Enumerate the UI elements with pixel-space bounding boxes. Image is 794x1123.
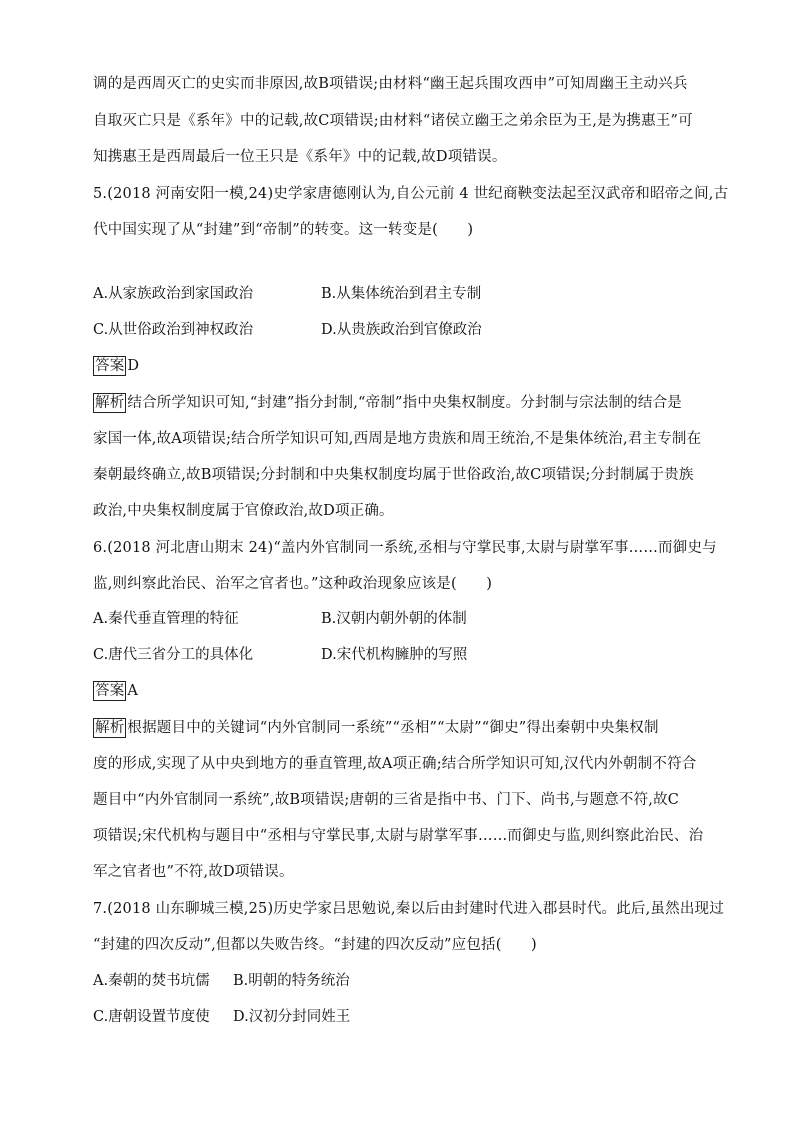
q7-option-a: A.秦朝的焚书坑儒 — [93, 973, 210, 989]
q7-option-c: C.唐朝设置节度使 — [93, 1009, 210, 1025]
q7-option-b: B.明朝的特务统治 — [233, 973, 350, 989]
q5-analysis-line: 秦朝最终确立,故B项错误;分封制和中央集权制度均属于世俗政治,故C项错误;分封制属于贵族 — [93, 467, 694, 483]
q7-stem-line: “封建的四次反动”,但都以失败告终。“封建的四次反动”应包括( ) — [93, 937, 537, 953]
q6-option-c: C.唐代三省分工的具体化 — [93, 647, 254, 663]
q5-answer: D — [127, 358, 140, 374]
q5-stem-line: 5.(2018 河南安阳一模,24)史学家唐德刚认为,自公元前 4 世纪商鞅变法起至汉武帝和昭帝之间,古 — [93, 186, 729, 202]
q6-analysis-line: 度的形成,实现了从中央到地方的垂直管理,故A项正确;结合所学知识可知,汉代内外朝制不符合 — [93, 756, 697, 772]
q5-option-c: C.从世俗政治到神权政治 — [93, 322, 254, 338]
q5-stem-line: 代中国实现了从“封建”到“帝制”的转变。这一转变是( ) — [93, 222, 474, 238]
q6-analysis-line: 军之官者也”不符,故D项错误。 — [93, 864, 294, 880]
q7-option-d: D.汉初分封同姓王 — [233, 1009, 351, 1025]
q6-stem-line: 监,则纠察此治民、治军之官者也。”这种政治现象应该是( ) — [93, 576, 493, 592]
prev-explanation-line: 调的是西周灭亡的史实而非原因,故B项错误;由材料“幽王起兵围攻西申”可知周幽王主动兴兵 — [93, 76, 688, 92]
q6-option-a: A.秦代垂直管理的特征 — [93, 611, 239, 627]
q6-analysis-line: 题目中“内外官制同一系统”,故B项错误;唐朝的三省是指中书、门下、尚书,与题意不符,故C — [93, 792, 680, 808]
analysis-tag: 解析 — [95, 395, 125, 411]
q6-stem-line: 6.(2018 河北唐山期末 24)“盖内外官制同一系统,丞相与守掌民事,太尉与尉掌军事……而御史与 — [93, 540, 717, 556]
q6-answer: A — [127, 683, 139, 699]
q5-option-a: A.从家族政治到家国政治 — [93, 286, 254, 302]
q5-analysis-line: 家国一体,故A项错误;结合所学知识可知,西周是地方贵族和周王统治,不是集体统治,君主专制在 — [93, 431, 702, 447]
q6-analysis-line: 项错误;宋代机构与题目中“丞相与守掌民事,太尉与尉掌军事……而御史与监,则纠察此治民、治 — [93, 828, 704, 844]
prev-explanation-line: 知携惠王是西周最后一位王只是《系年》中的记载,故D项错误。 — [93, 149, 507, 165]
q5-analysis-line: 政治,中央集权制度属于官僚政治,故D项正确。 — [93, 503, 394, 519]
answer-tag: 答案 — [95, 358, 125, 374]
q5-analysis-text: 结合所学知识可知,“封建”指分封制,“帝制”指中央集权制度。分封制与宗法制的结合是 — [127, 395, 682, 411]
q7-stem-line: 7.(2018 山东聊城三模,25)历史学家吕思勉说,秦以后由封建时代进入郡县时代。此后,虽然出现过 — [93, 901, 724, 917]
q5-answer-line — [93, 356, 139, 376]
q6-analysis-text: 根据题目中的关键词“内外官制同一系统”“丞相”“太尉”“御史”得出秦朝中央集权制 — [127, 720, 659, 736]
prev-explanation-line: 自取灭亡只是《系年》中的记载,故C项错误;由材料“诸侯立幽王之弟余臣为王,是为携惠王”可 — [93, 113, 693, 129]
q5-analysis-line — [93, 393, 682, 413]
analysis-tag: 解析 — [95, 720, 125, 736]
q5-option-b: B.从集体统治到君主专制 — [321, 286, 482, 302]
q6-option-b: B.汉朝内朝外朝的体制 — [321, 611, 467, 627]
q6-analysis-line — [93, 718, 659, 738]
q6-option-d: D.宋代机构臃肿的写照 — [321, 647, 468, 663]
answer-tag: 答案 — [95, 683, 125, 699]
q6-answer-line — [93, 681, 138, 701]
q5-option-d: D.从贵族政治到官僚政治 — [321, 322, 482, 338]
